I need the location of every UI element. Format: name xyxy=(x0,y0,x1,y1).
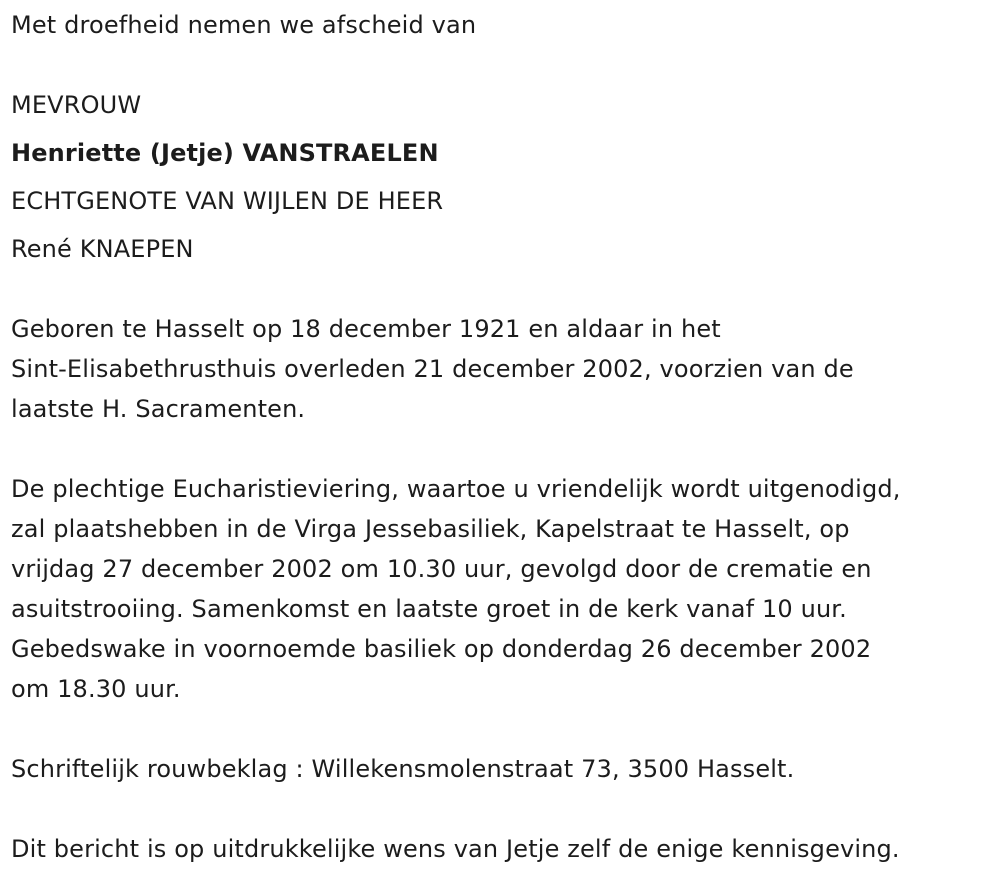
spouse-name: René KNAEPEN xyxy=(11,235,194,263)
ceremony-line: zal plaatshebben in de Virga Jessebasiliek, Kapelstraat te Hasselt, op xyxy=(11,515,850,543)
title-prefix: MEVROUW xyxy=(11,91,142,119)
condolence-address: Schriftelijk rouwbeklag : Willekensmolenstraat 73, 3500 Hasselt. xyxy=(11,755,795,783)
closing-text: Dit bericht is op uitdrukkelijke wens van Jetje zelf de enige kennisgeving. xyxy=(11,835,900,863)
birth-death-line: Sint-Elisabethrusthuis overleden 21 december 2002, voorzien van de xyxy=(11,355,854,383)
spouse-intro: ECHTGENOTE VAN WIJLEN DE HEER xyxy=(11,187,444,215)
ceremony-line: om 18.30 uur. xyxy=(11,675,181,703)
ceremony-line: vrijdag 27 december 2002 om 10.30 uur, gevolgd door de crematie en xyxy=(11,555,872,583)
deceased-name: Henriette (Jetje) VANSTRAELEN xyxy=(11,139,439,167)
ceremony-line: asuitstrooiing. Samenkomst en laatste groet in de kerk vanaf 10 uur. xyxy=(11,595,847,623)
birth-death-line: Geboren te Hasselt op 18 december 1921 en aldaar in het xyxy=(11,315,721,343)
ceremony-line: Gebedswake in voornoemde basiliek op donderdag 26 december 2002 xyxy=(11,635,872,663)
birth-death-line: laatste H. Sacramenten. xyxy=(11,395,306,423)
ceremony-line: De plechtige Eucharistieviering, waartoe u vriendelijk wordt uitgenodigd, xyxy=(11,475,901,503)
intro-text: Met droefheid nemen we afscheid van xyxy=(11,11,477,39)
